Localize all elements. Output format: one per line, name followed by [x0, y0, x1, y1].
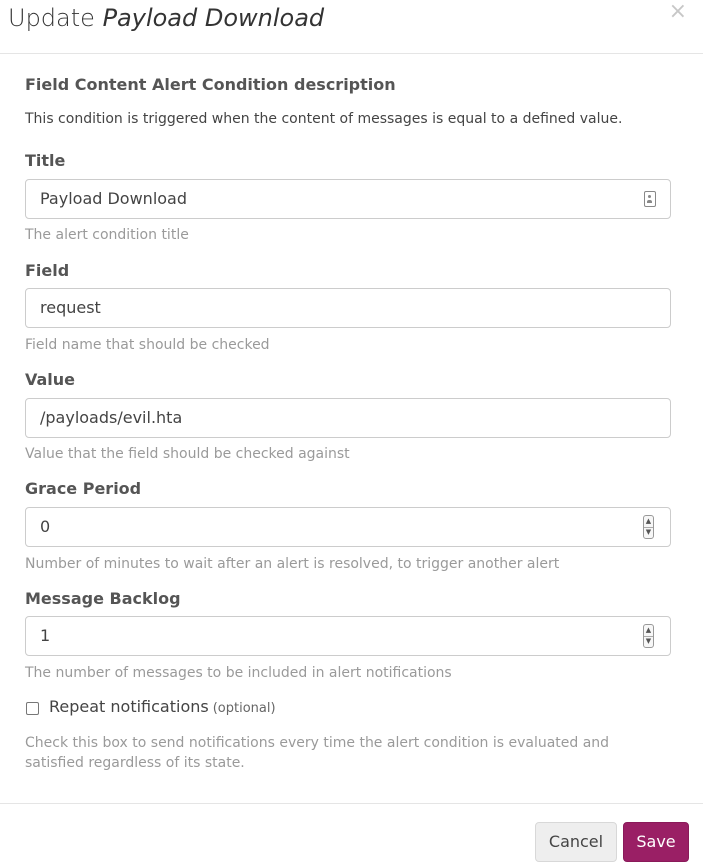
title-label: Title: [25, 151, 66, 170]
modal-title-name: Payload Download: [102, 4, 325, 32]
grace-period-value: 0: [40, 517, 51, 536]
title-input-value: Payload Download: [40, 189, 188, 208]
field-help: Field name that should be checked: [25, 337, 270, 353]
grace-period-help: Number of minutes to wait after an alert is resolved, to trigger another alert: [25, 556, 560, 572]
value-label: Value: [25, 370, 76, 389]
modal-title-prefix: Update: [8, 4, 95, 32]
repeat-notifications-checkbox[interactable]: [26, 702, 39, 715]
chevron-up-icon[interactable]: ▲: [644, 625, 653, 637]
modal-header: [0, 0, 703, 54]
repeat-notifications-help: Check this box to send notifications every time the alert condition is evaluated and satisfied regardless of its state.: [25, 735, 610, 771]
grace-period-stepper[interactable]: [643, 515, 654, 539]
optional-hint: (optional): [212, 701, 276, 716]
section-description: This condition is triggered when the content of messages is equal to a defined value.: [25, 111, 623, 127]
close-icon[interactable]: ×: [668, 0, 687, 24]
grace-period-label: Grace Period: [25, 479, 142, 498]
message-backlog-input[interactable]: [25, 616, 671, 656]
value-input-value: /payloads/evil.hta: [40, 408, 183, 427]
repeat-notifications-label[interactable]: [49, 697, 276, 716]
modal-footer: [0, 803, 703, 868]
value-input[interactable]: [25, 398, 671, 438]
section-title: Field Content Alert Condition description: [25, 75, 396, 94]
field-label: Field: [25, 261, 70, 280]
title-input[interactable]: [25, 179, 671, 219]
repeat-notifications-text[interactable]: Repeat notifications: [49, 697, 209, 716]
chevron-up-icon[interactable]: ▲: [644, 516, 653, 528]
grace-period-input[interactable]: [25, 507, 671, 547]
field-input-value: request: [40, 298, 101, 317]
chevron-down-icon[interactable]: ▼: [645, 528, 652, 536]
field-input[interactable]: [25, 288, 671, 328]
message-backlog-label: Message Backlog: [25, 589, 181, 608]
modal-title: [8, 2, 324, 34]
chevron-down-icon[interactable]: ▼: [645, 637, 652, 645]
contact-card-icon[interactable]: [644, 191, 656, 207]
message-backlog-help: The number of messages to be included in alert notifications: [25, 665, 452, 681]
message-backlog-stepper[interactable]: [643, 624, 654, 648]
message-backlog-value: 1: [40, 626, 51, 645]
save-button[interactable]: Save: [623, 822, 689, 862]
value-help: Value that the field should be checked against: [25, 446, 350, 462]
cancel-button[interactable]: Cancel: [535, 822, 617, 862]
title-help: The alert condition title: [25, 227, 189, 243]
